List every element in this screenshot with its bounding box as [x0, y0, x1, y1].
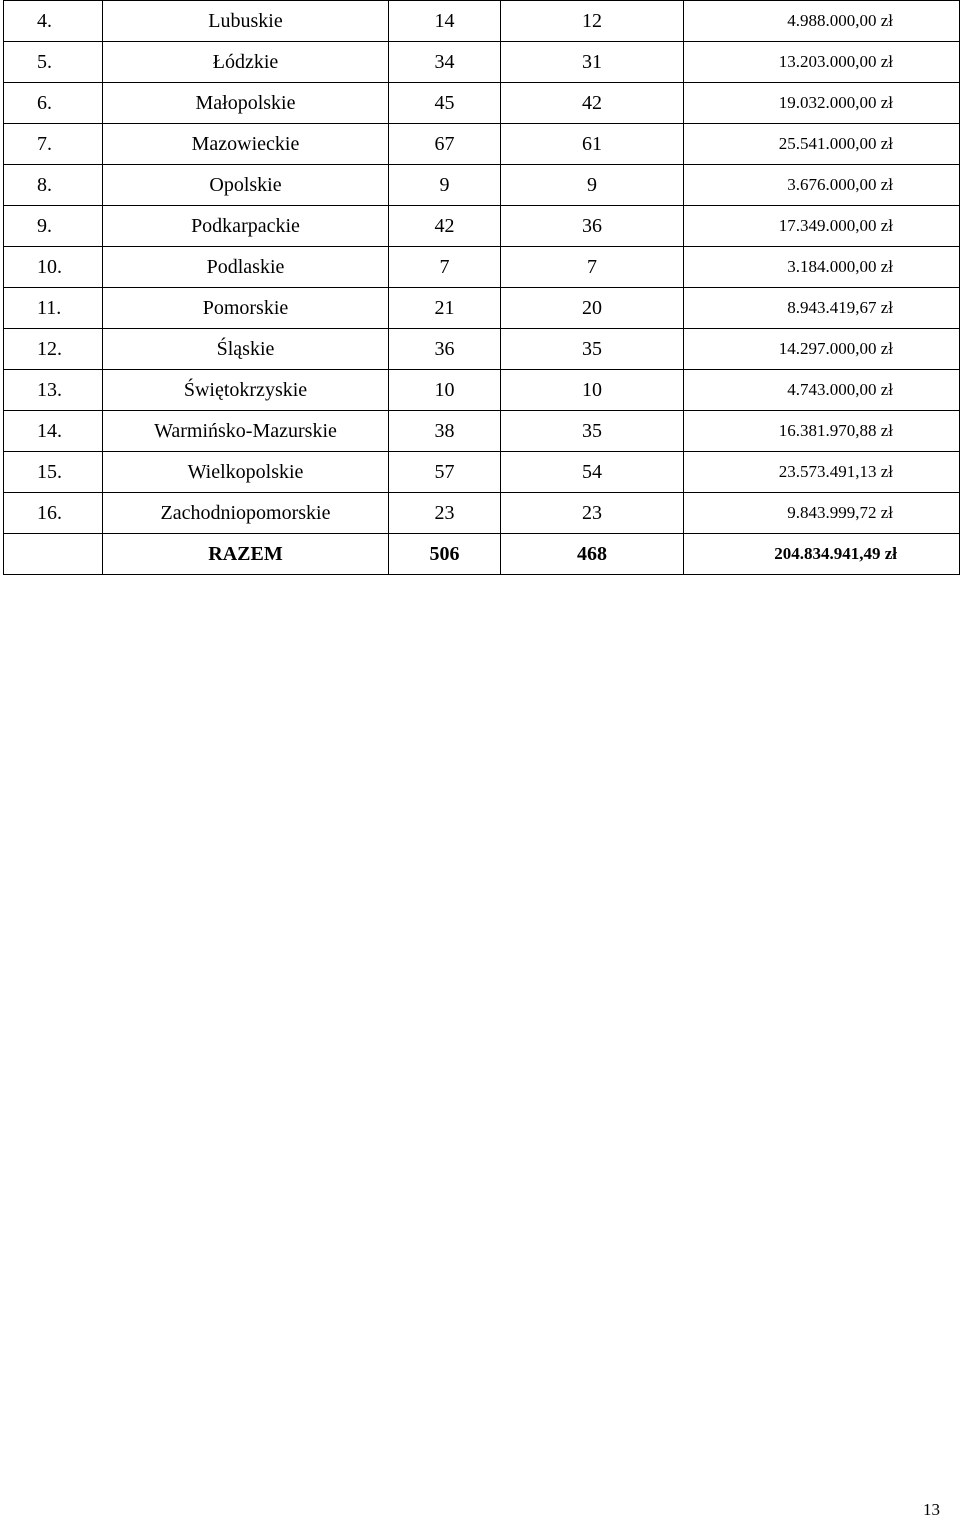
count-b: 7	[501, 247, 684, 288]
count-b: 12	[501, 1, 684, 42]
count-a: 23	[389, 493, 501, 534]
amount: 3.676.000,00 zł	[684, 165, 960, 206]
total-count-a: 506	[389, 534, 501, 575]
table-row	[4, 124, 960, 165]
voivodeship-name: Opolskie	[103, 165, 389, 206]
count-a: 21	[389, 288, 501, 329]
total-empty-cell	[4, 534, 103, 575]
voivodeship-name: Mazowieckie	[103, 124, 389, 165]
amount: 16.381.970,88 zł	[684, 411, 960, 452]
table-row	[4, 370, 960, 411]
count-a: 42	[389, 206, 501, 247]
count-a: 38	[389, 411, 501, 452]
count-b: 10	[501, 370, 684, 411]
amount: 13.203.000,00 zł	[684, 42, 960, 83]
total-amount: 204.834.941,49 zł	[684, 534, 960, 575]
voivodeship-name: Lubuskie	[103, 1, 389, 42]
count-a: 7	[389, 247, 501, 288]
table-row	[4, 83, 960, 124]
count-a: 9	[389, 165, 501, 206]
total-row	[4, 534, 960, 575]
count-b: 35	[501, 329, 684, 370]
amount: 17.349.000,00 zł	[684, 206, 960, 247]
table-body	[4, 1, 960, 575]
count-a: 14	[389, 1, 501, 42]
amount: 19.032.000,00 zł	[684, 83, 960, 124]
table-row	[4, 206, 960, 247]
voivodeship-name: Świętokrzyskie	[103, 370, 389, 411]
count-b: 23	[501, 493, 684, 534]
row-number: 12.	[4, 329, 103, 370]
count-a: 36	[389, 329, 501, 370]
row-number: 7.	[4, 124, 103, 165]
row-number: 8.	[4, 165, 103, 206]
row-number: 11.	[4, 288, 103, 329]
count-a: 67	[389, 124, 501, 165]
row-number: 14.	[4, 411, 103, 452]
voivodeship-name: Śląskie	[103, 329, 389, 370]
row-number: 9.	[4, 206, 103, 247]
row-number: 10.	[4, 247, 103, 288]
amount: 3.184.000,00 zł	[684, 247, 960, 288]
table-row	[4, 165, 960, 206]
count-b: 35	[501, 411, 684, 452]
table-row	[4, 493, 960, 534]
total-count-b: 468	[501, 534, 684, 575]
voivodeship-table	[3, 0, 960, 575]
row-number: 15.	[4, 452, 103, 493]
voivodeship-name: Małopolskie	[103, 83, 389, 124]
total-label: RAZEM	[103, 534, 389, 575]
voivodeship-name: Podlaskie	[103, 247, 389, 288]
amount: 9.843.999,72 zł	[684, 493, 960, 534]
table-row	[4, 42, 960, 83]
amount: 23.573.491,13 zł	[684, 452, 960, 493]
table-row	[4, 247, 960, 288]
count-a: 10	[389, 370, 501, 411]
amount: 4.743.000,00 zł	[684, 370, 960, 411]
count-a: 57	[389, 452, 501, 493]
voivodeship-name: Warmińsko-Mazurskie	[103, 411, 389, 452]
voivodeship-name: Wielkopolskie	[103, 452, 389, 493]
row-number: 16.	[4, 493, 103, 534]
count-a: 45	[389, 83, 501, 124]
table-row	[4, 411, 960, 452]
row-number: 6.	[4, 83, 103, 124]
table-row	[4, 288, 960, 329]
row-number: 13.	[4, 370, 103, 411]
row-number: 4.	[4, 1, 103, 42]
voivodeship-name: Łódzkie	[103, 42, 389, 83]
voivodeship-name: Podkarpackie	[103, 206, 389, 247]
count-b: 42	[501, 83, 684, 124]
amount: 14.297.000,00 zł	[684, 329, 960, 370]
amount: 4.988.000,00 zł	[684, 1, 960, 42]
count-b: 61	[501, 124, 684, 165]
voivodeship-name: Pomorskie	[103, 288, 389, 329]
count-b: 9	[501, 165, 684, 206]
amount: 25.541.000,00 zł	[684, 124, 960, 165]
count-b: 36	[501, 206, 684, 247]
amount: 8.943.419,67 zł	[684, 288, 960, 329]
count-a: 34	[389, 42, 501, 83]
page-number: 13	[923, 1500, 940, 1519]
table-row	[4, 1, 960, 42]
table-row	[4, 329, 960, 370]
count-b: 20	[501, 288, 684, 329]
row-number: 5.	[4, 42, 103, 83]
voivodeship-name: Zachodniopomorskie	[103, 493, 389, 534]
count-b: 54	[501, 452, 684, 493]
table-row	[4, 452, 960, 493]
count-b: 31	[501, 42, 684, 83]
